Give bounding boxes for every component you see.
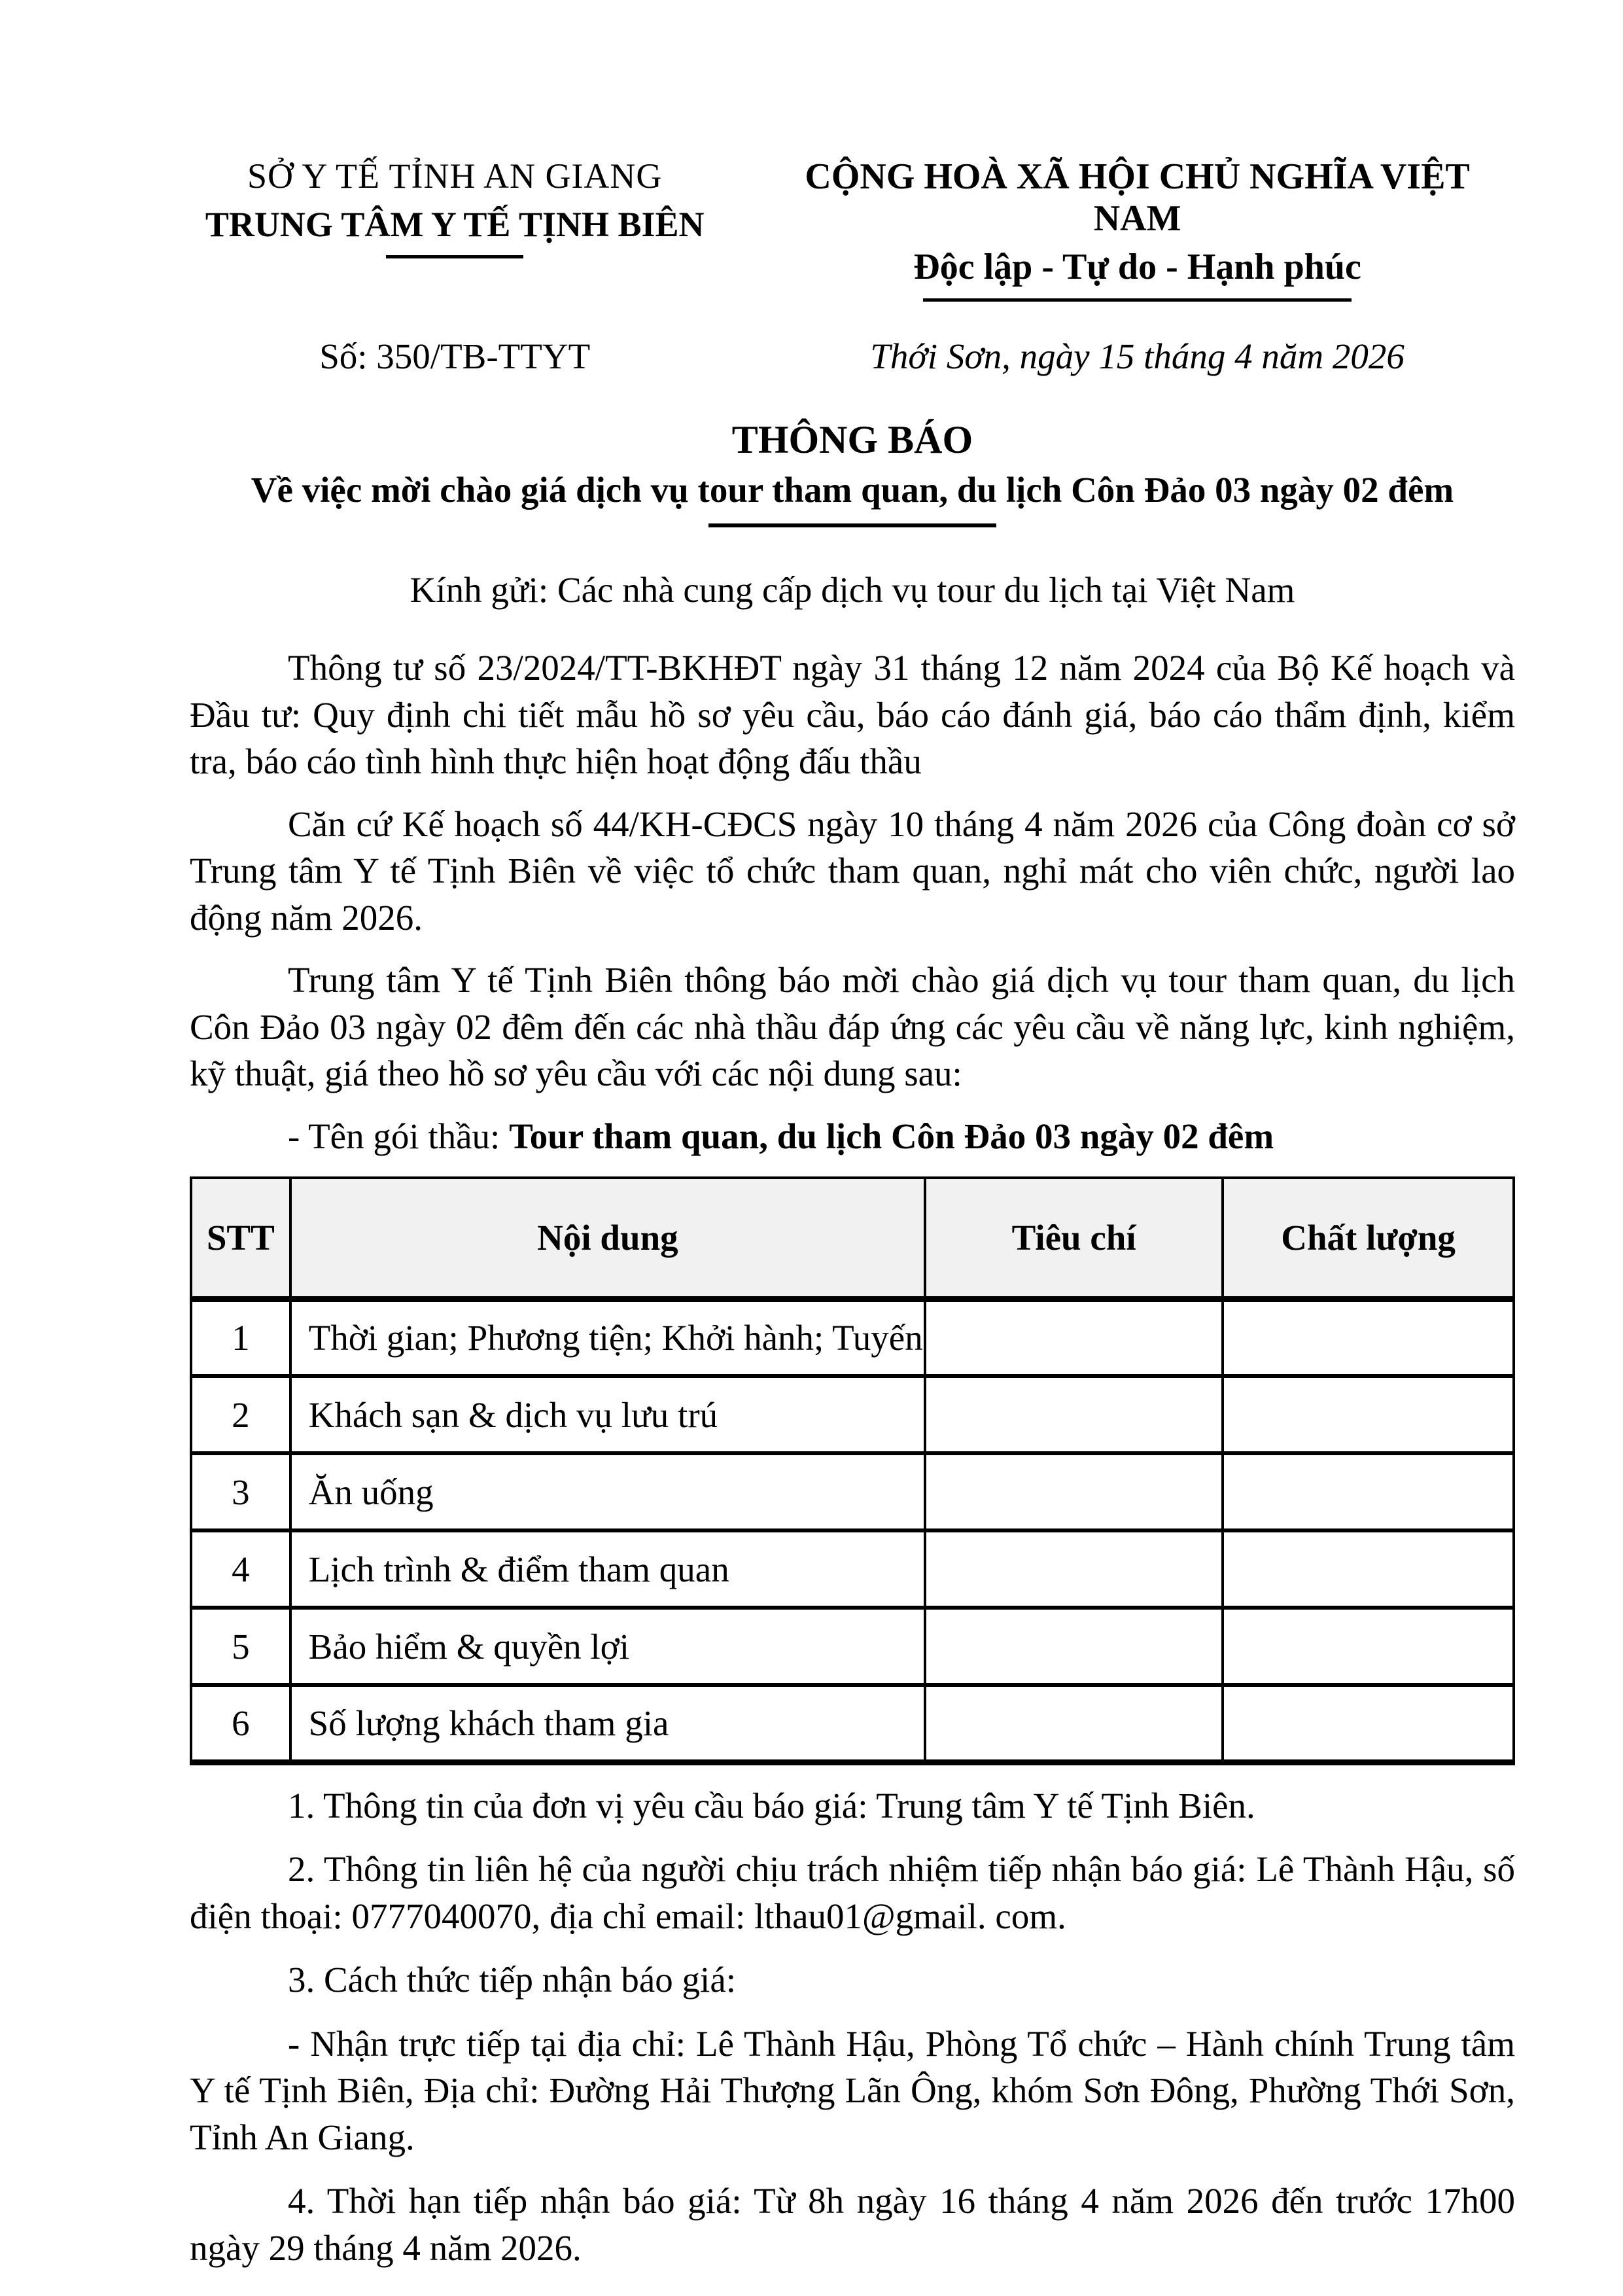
row-content: Thời gian; Phương tiện; Khởi hành; Tuyến [290,1299,926,1376]
salutation-line: Kính gửi: Các nhà cung cấp dịch vụ tour du lịch tại Việt Nam [410,570,1295,610]
requirements-table [190,1176,1515,1765]
row-criteria [925,1685,1223,1762]
row-quality [1223,1685,1514,1762]
parent-org-name: SỞ Y TẾ TỈNH AN GIANG [247,156,663,196]
row-quality [1223,1453,1514,1530]
national-block [759,156,1515,302]
doc-title: THÔNG BÁO [731,418,973,461]
note-contact-person: 2. Thông tin liên hệ của người chịu trách nhiệm tiếp nhận báo giá: Lê Thành Hậu, số điện thoại: 0777040070, địa chỉ email: lthau01@gmail. com. [190,1849,1515,1936]
column-header-noi-dung: Nội dung [290,1178,926,1299]
row-quality [1223,1530,1514,1608]
row-number: 4 [191,1530,290,1608]
row-content: Lịch trình & điểm tham quan [290,1530,926,1608]
row-number: 1 [191,1299,290,1376]
column-header-stt: STT [191,1178,290,1299]
doc-meta-row [190,336,1515,377]
row-content: Khách sạn & dịch vụ lưu trú [290,1376,926,1453]
column-header-chat-luong: Chất lượng [1223,1178,1514,1299]
doc-number: Số: 350/TB-TTYT [319,336,591,376]
unit-org-name: TRUNG TÂM Y TẾ TỊNH BIÊN [205,205,705,244]
row-number: 6 [191,1685,290,1762]
row-criteria [925,1530,1223,1608]
paragraph-legal-basis-1: Thông tư số 23/2024/TT-BKHĐT ngày 31 tháng 12 năm 2024 của Bộ Kế hoạch và Đầu tư: Quy định chi tiết mẫu hồ sơ yêu cầu, báo cáo đánh giá, báo cáo thẩm định, kiểm tra, báo cáo tình hình thực hiện hoạt động đấu thầu [190,648,1515,781]
doc-subject: Về việc mời chào giá dịch vụ tour tham quan, du lịch Côn Đảo 03 ngày 02 đêm [251,470,1454,510]
package-name-value: Tour tham quan, du lịch Côn Đảo 03 ngày 02 đêm [509,1116,1274,1156]
table-row [191,1530,1514,1608]
row-criteria [925,1453,1223,1530]
motto-underline [923,298,1352,302]
table-row [191,1685,1514,1762]
package-name-label: - Tên gói thầu: [288,1116,510,1156]
org-underline [386,255,523,258]
table-header-row [191,1178,1514,1299]
row-content: Bảo hiểm & quyền lợi [290,1608,926,1685]
title-underline [708,523,996,527]
table-row [191,1299,1514,1376]
row-number: 2 [191,1376,290,1453]
row-number: 3 [191,1453,290,1530]
row-quality [1223,1376,1514,1453]
paragraph-invitation: Trung tâm Y tế Tịnh Biên thông báo mời chào giá dịch vụ tour tham quan, du lịch Côn Đảo 03 ngày 02 đêm đến các nhà thầu đáp ứng các yêu cầu về năng lực, kinh nghiệm, kỹ thuật, giá theo hồ sơ yêu cầu với các nội dung sau: [190,960,1515,1093]
table-row [191,1376,1514,1453]
row-content: Số lượng khách tham gia [290,1685,926,1762]
national-motto: Độc lập - Tự do - Hạnh phúc [913,247,1361,287]
note-requesting-unit: 1. Thông tin của đơn vị yêu cầu báo giá: Trung tâm Y tế Tịnh Biên. [288,1785,1255,1826]
column-header-tieu-chi: Tiêu chí [925,1178,1223,1299]
note-direct-address: - Nhận trực tiếp tại địa chỉ: Lê Thành Hậu, Phòng Tổ chức – Hành chính Trung tâm Y tế Tịnh Biên, Địa chỉ: Đường Hải Thượng Lãn Ông, khóm Sơn Đông, Phường Thới Sơn, Tỉnh An Giang. [190,2023,1515,2157]
place-and-date: Thới Sơn, ngày 15 tháng 4 năm 2026 [870,336,1405,376]
row-quality [1223,1299,1514,1376]
paragraph-package-name [190,1113,1515,1160]
paragraph-legal-basis-2: Căn cứ Kế hoạch số 44/KH-CĐCS ngày 10 tháng 4 năm 2026 của Công đoàn cơ sở Trung tâm Y tế Tịnh Biên về việc tổ chức tham quan, nghỉ mát cho viên chức, người lao động năm 2026. [190,804,1515,938]
issuing-org-block [190,156,720,258]
note-submission-method: 3. Cách thức tiếp nhận báo giá: [288,1960,737,2000]
row-criteria [925,1299,1223,1376]
row-criteria [925,1376,1223,1453]
row-quality [1223,1608,1514,1685]
table-row [191,1608,1514,1685]
table-row [191,1453,1514,1530]
country-name: CỘNG HOÀ XÃ HỘI CHỦ NGHĨA VIỆT NAM [805,156,1470,239]
row-number: 5 [191,1608,290,1685]
document-header [190,156,1515,302]
row-criteria [925,1608,1223,1685]
row-content: Ăn uống [290,1453,926,1530]
note-deadline: 4. Thời hạn tiếp nhận báo giá: Từ 8h ngày 16 tháng 4 năm 2026 đến trước 17h00 ngày 29 tháng 4 năm 2026. [190,2181,1515,2268]
notes-section [190,1782,1515,2272]
